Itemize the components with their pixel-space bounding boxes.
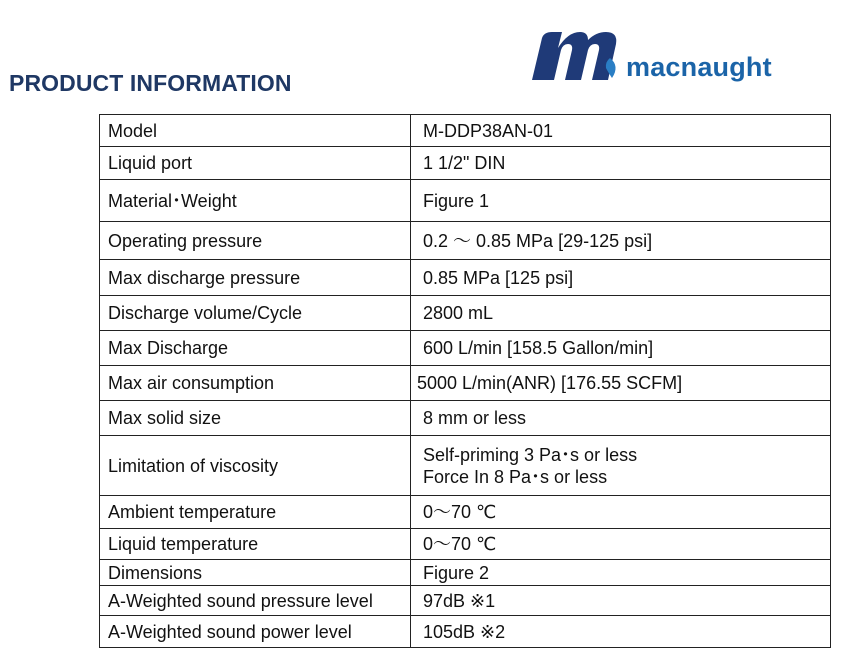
row-label: Dimensions (100, 560, 411, 586)
value-line: 5000 L/min(ANR) [176.55 SCFM] (417, 373, 683, 393)
row-label: Limitation of viscosity (100, 436, 411, 496)
value-line: 0～70 ℃ (423, 502, 497, 522)
row-value (411, 496, 831, 529)
table-row (100, 586, 831, 616)
row-value (411, 616, 831, 648)
row-label: Operating pressure (100, 222, 411, 260)
row-label: Max solid size (100, 401, 411, 436)
row-label: Liquid temperature (100, 529, 411, 560)
table-row (100, 222, 831, 260)
value-line: 8 mm or less (423, 408, 527, 428)
row-value (411, 180, 831, 222)
row-value (411, 401, 831, 436)
row-value (411, 366, 831, 401)
row-value (411, 331, 831, 366)
table-row (100, 296, 831, 331)
row-value (411, 296, 831, 331)
value-line: Figure 2 (423, 562, 490, 583)
value-line: 0～70 ℃ (423, 534, 497, 554)
table-row (100, 496, 831, 529)
table-row (100, 366, 831, 401)
row-label: Ambient temperature (100, 496, 411, 529)
table-row (100, 147, 831, 180)
row-label: A-Weighted sound power level (100, 616, 411, 648)
value-line: Figure 1 (423, 190, 490, 211)
table-row (100, 115, 831, 147)
row-label: Max air consumption (100, 366, 411, 401)
row-value (411, 436, 831, 496)
row-value (411, 586, 831, 616)
value-line: 0.85 MPa [125 psi] (423, 267, 574, 288)
macnaught-logo (528, 28, 788, 88)
row-value (411, 147, 831, 180)
page-title: PRODUCT INFORMATION (9, 70, 292, 96)
value-line: 0.2 ～ 0.85 MPa [29-125 psi] (423, 230, 653, 251)
value-line: 1 1/2" DIN (423, 153, 506, 173)
row-label: Model (100, 115, 411, 147)
row-value (411, 529, 831, 560)
row-label: Max discharge pressure (100, 260, 411, 296)
table-row (100, 529, 831, 560)
value-line: 105dB ※2 (423, 621, 506, 642)
row-value (411, 115, 831, 147)
value-line: 97dB ※1 (423, 590, 496, 611)
row-value (411, 560, 831, 586)
row-label: A-Weighted sound pressure level (100, 586, 411, 616)
macnaught-logo-mark-icon (528, 28, 624, 84)
table-row (100, 331, 831, 366)
value-line: Self-priming 3 Pa･s or less (423, 444, 638, 465)
table-row (100, 180, 831, 222)
value-line: M-DDP38AN-01 (423, 120, 554, 141)
table-row (100, 436, 831, 496)
row-label: Material･Weight (100, 180, 411, 222)
row-value (411, 260, 831, 296)
row-label: Discharge volume/Cycle (100, 296, 411, 331)
table-row (100, 401, 831, 436)
value-line: 2800 mL (423, 303, 494, 323)
value-line: 600 L/min [158.5 Gallon/min] (423, 338, 654, 358)
row-value (411, 222, 831, 260)
table-row (100, 260, 831, 296)
logo-wordmark: macnaught (626, 52, 772, 82)
table-row (100, 560, 831, 586)
value-line: Force In 8 Pa･s or less (423, 466, 608, 487)
product-spec-table (99, 114, 831, 648)
table-row (100, 616, 831, 648)
row-label: Liquid port (100, 147, 411, 180)
row-label: Max Discharge (100, 331, 411, 366)
